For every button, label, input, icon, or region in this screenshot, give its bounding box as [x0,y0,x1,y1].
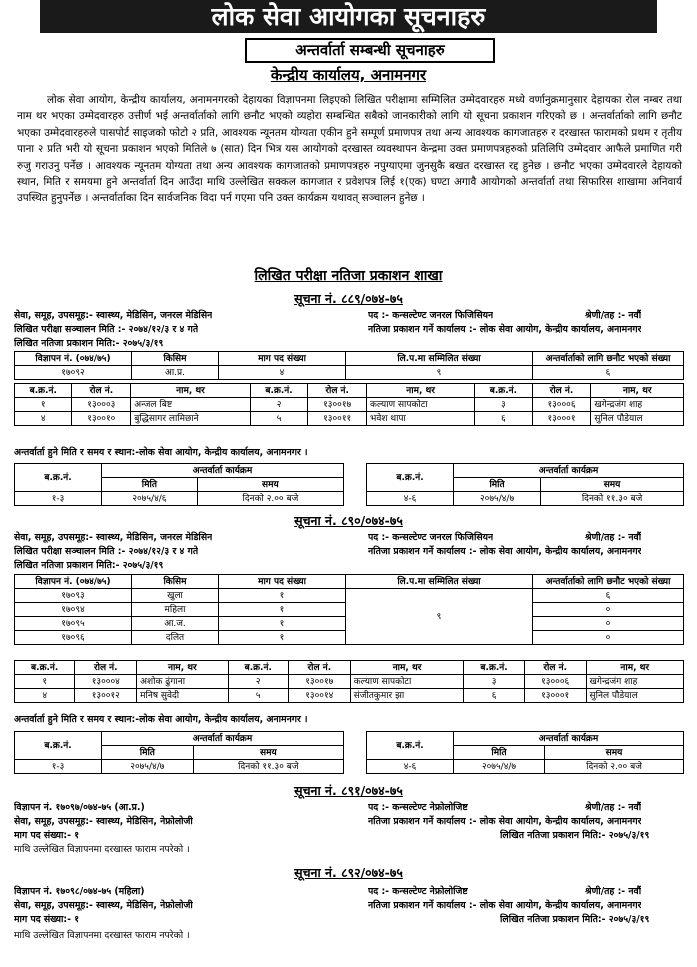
table-row: ४ १३००१२ मनिष सुवेदी ५ १३००१४ संजीतकुमार झा ६ १३०००१ सुनिल पौडेयाल [15,689,684,703]
notice-4-post: पद :- कन्सल्टेण्ट नेफ्रोलोजिष्ट [368,886,468,897]
column-header: अन्तर्वार्ताको लागि छनौट भएको संख्या [533,352,684,366]
column-header: लि.प.मा सम्मिलित संख्या [346,352,533,366]
notice-2-grade: श्रेणी/तह :- नवौं [585,532,642,543]
notice-2-result-date: लिखित नतिजा प्रकाशन मिति:- २०७५/३/१९ [14,560,164,571]
notice-4-no-application: माथि उल्लेखित विज्ञापनमा दरखास्त फाराम नपरेको । [14,930,190,941]
notice-1-post: पद :- कन्सल्टेण्ट जनरल फिजिसियन [368,310,494,321]
notice-2-number: सूचना नं. ८९०/०७४-७५ [294,513,403,528]
notice-4-adv: विज्ञापन नं. १७०९८/०७४-७५ (महिला) [14,886,145,897]
notice-2-service: सेवा, समूह, उपसमूह:- स्वास्थ्य, मेडिसिन, जनरल मेडिसिन [14,532,213,543]
notice-2-schedule-right: ब.क्र.नं. अन्तर्वार्ता कार्यक्रम मिति समय ४-६ २०७५/४/७ दिनको २.०० बजे [366,731,684,774]
notice-1-ad-table [14,351,684,380]
notice-4-demand: माग पद संख्या:- १ [14,914,80,925]
notice-1-service: सेवा, समूह, उपसमूह:- स्वास्थ्य, मेडिसिन, जनरल मेडिसिन [14,310,213,321]
notice-1-candidates-table: ब.क्र.नं. रोल नं. नाम, थर ब.क्र.नं. रोल नं. नाम, थर ब.क्र.नं. रोल नं. नाम, थर १ १३०००३ अन्जल बिष्ट २ १३००१७ कल्याण सापकोटा ३ १३०००६ खगेन्द्रजंग शाह ४ १३००१० बुद्धिसागर लामिछाने ५ १३००११ भवेश थापा ६ १३०००१ सुनिल पौडेयाल [14,383,684,426]
notice-2-exam-date: लिखित परीक्षा सञ्चालन मिति :- २०७४/१२/३ र ४ गते [14,546,199,557]
notice-3-result-date: लिखित नतिजा प्रकाशन मिति:- २०७५/३/१९ [500,830,650,841]
table-row: १-३ २०७५/४/७ दिनको ११.३० बजे [15,760,344,774]
notice-1-number: सूचना नं. ८८९/०७४-७५ [294,291,403,306]
column-header: विज्ञापन नं. (०७४/७५) [15,352,132,366]
notice-1-exam-date: लिखित परीक्षा सञ्चालन मिति :- २०७४/१२/३ र ४ गते [14,324,199,335]
table-row: १७०९३ खुला १ ९ ६ [15,589,684,603]
notice-2-result-office: नतिजा प्रकाशन गर्ने कार्यालय :- लोक सेवा आयोग, केन्द्रीय कार्यालय, अनामनगर [368,546,642,557]
table-row: ४-६ २०७५/४/७ दिनको ११.३० बजे [367,492,684,506]
section-title: लिखित परीक्षा नतिजा प्रकाशन शाखा [254,268,443,284]
notice-3-demand: माग पद संख्या:- १ [14,830,80,841]
table-row: १-३ २०७५/४/६ दिनको २.०० बजे [15,492,344,506]
notice-1-result-date: लिखित नतिजा प्रकाशन मिति:- २०७५/३/१९ [14,338,164,349]
notice-3-adv: विज्ञापन नं. १७०९७/०७४-७५ (आ.प्र.) [14,802,145,813]
notice-3-no-application: माथि उल्लेखित विज्ञापनमा दरखास्त फाराम नपरेको । [14,844,190,855]
interview-notice-subtitle: अन्तर्वार्ता सम्बन्धी सूचनाहरु [245,38,495,63]
office-heading: केन्द्रीय कार्यालय, अनामनगर [270,66,427,84]
table-row: ४ १३००१० बुद्धिसागर लामिछाने ५ १३००११ भवेश थापा ६ १३०००१ सुनिल पौडेयाल [15,412,684,426]
notice-1-schedule-left: ब.क्र.नं. अन्तर्वार्ता कार्यक्रम मिति समय १-३ २०७५/४/६ दिनको २.०० बजे [14,463,344,506]
table-row: ४-६ २०७५/४/७ दिनको २.०० बजे [367,760,684,774]
notice-2-candidates-table: ब.क्र.नं. रोल नं. नाम, थर ब.क्र.नं. रोल नं. नाम, थर ब.क्र.नं. रोल नं. नाम, थर १ १३०००४ अशोक ढुंगाना २ १३००१७ कल्याण सापकोटा ३ १३०००६ खगेन्द्रजंग शाह ४ १३००१२ मनिष सुवेदी ५ १३००१४ संजीतकुमार झा ६ १३०००१ सुनिल पौडेयाल [14,660,684,703]
notice-3-number: सूचना नं. ८९१/०७४-७५ [294,783,403,798]
notice-2-ad-table: विज्ञापन नं. (०७४/७५) किसिम माग पद संख्या लि.प.मा सम्मिलित संख्या अन्तर्वार्ताको लागि छनौट भएको संख्या १७०९३ खुला १ ९ ६ १७०९४ महिला १ ० १७०९५ आ.ज. १ ० १७०९६ दलित १ ० [14,574,684,645]
notice-1-schedule-right: ब.क्र.नं. अन्तर्वार्ता कार्यक्रम मिति समय ४-६ २०७५/४/७ दिनको ११.३० बजे [366,463,684,506]
table-row: १ १३०००३ अन्जल बिष्ट २ १३००१७ कल्याण सापकोटा ३ १३०००६ खगेन्द्रजंग शाह [15,398,684,412]
notice-4-service: सेवा, समूह, उपसमूह:- स्वास्थ्य, मेडिसिन, नेफ्रोलोजी [14,900,193,911]
column-header: माग पद संख्या [219,352,346,366]
notice-3-post: पद :- कन्सल्टेण्ट नेफ्रोलोजिष्ट [368,802,468,813]
table-row: १७०९६ दलित १ ० [15,631,684,645]
table-row: १ १३०००४ अशोक ढुंगाना २ १३००१७ कल्याण सापकोटा ३ १३०००६ खगेन्द्रजंग शाह [15,675,684,689]
notice-4-result-office: नतिजा प्रकाशन गर्ने कार्यालय :- लोक सेवा आयोग, केन्द्रीय कार्यालय, अनामनगर [368,900,642,911]
notice-2-interview-venue: अन्तर्वार्ता हुने मिति र समय र स्थान:-लोक सेवा आयोग, केन्द्रीय कार्यालय, अनामनगर । [14,714,308,725]
intro-paragraph: लोक सेवा आयोग, केन्द्रीय कार्यालय, अनामनगरको देहायका विज्ञापनमा लिइएको लिखित परीक्षामा सम्मिलित उम्मेदवारहरु मध्ये वर्णानुक्रमानुसार देहायका रोल नम्बर तथा नाम थर भएका उम्मेदवारहरु उत्तीर्ण भई अन्तर्वार्ताको लागि छनौट भएको व्यहोरा सम्बन्धित सबैको जानकारीको लागि यो सूचना प्रकाशन गरिएको छ । अन्तर्वार्ताको लागि छनौट भएका उम्मेदवारहरुले पासपोर्ट साइजको फोटो २ प्रति, आवश्यक न्यूनतम योग्यता एकीन हुने सम्पूर्ण प्रमाणपत्र तथा अन्य आवश्यक कागजातहरु र दरखास्त फारामको प्रथम र तृतीय पाना २ प्रति भरी यो सूचना प्रकाशन भएको मितिले ७ (सात) दिन भित्र यस आयोगको दरखास्त व्यवस्थापन केन्द्रमा उक्त प्रमाणपत्रहरुको प्रतिलिपि उम्मेदवार आफैले प्रमाणित गरी रुजु गराउनु पर्नेछ । आवश्यक न्यूनतम योग्यता तथा अन्य आवश्यक कागजातको प्रमाणपत्रहरु नपुग्याएमा जुनसुकै बखत दरखास्त रद्द हुनेछ । छनौट भएका उम्मेदवारले देहायको स्थान, मिति र समयमा हुने अन्तर्वार्ता दिन आउँदा माथि उल्लेखित सक्कल कागजात र प्रवेशपत्र लिई १(एक) घण्टा अगावै आयोगको अन्तर्वार्ता तथा सिफारिस शाखामा अनिवार्य उपस्थित हुनुपर्नेछ । अन्तर्वार्ताका दिन सार्वजनिक विदा पर्न गएमा पनि उक्त कार्यक्रम यथावत् सञ्चालन हुनेछ । [17,94,682,205]
notice-1-result-office: नतिजा प्रकाशन गर्ने कार्यालय :- लोक सेवा आयोग, केन्द्रीय कार्यालय, अनामनगर [368,324,642,335]
notice-4-number: सूचना नं. ८९२/०७४-७५ [294,865,403,880]
notice-3-service: सेवा, समूह, उपसमूह:- स्वास्थ्य, मेडिसिन, नेफ्रोलोजी [14,816,193,827]
notice-4-grade: श्रेणी/तह :- नवौं [585,886,642,897]
page-title: लोक सेवा आयोगका सूचनाहरु [40,0,657,33]
notice-3-grade: श्रेणी/तह :- नवौं [585,802,642,813]
table-row: १७०९५ आ.ज. १ ० [15,617,684,631]
column-header: किसिम [132,352,219,366]
notice-1-grade: श्रेणी/तह :- नवौं [585,310,642,321]
notice-2-schedule-left: ब.क्र.नं. अन्तर्वार्ता कार्यक्रम मिति समय १-३ २०७५/४/७ दिनको ११.३० बजे [14,731,344,774]
notice-2-post: पद :- कन्सल्टेण्ट जनरल फिजिसियन [368,532,494,543]
notice-4-result-date: लिखित नतिजा प्रकाशन मिति:- २०७५/३/१९ [500,914,650,925]
table-row: १७०९२ आ.प्र. ४ ९ ६ [15,366,684,380]
notice-1-interview-venue: अन्तर्वार्ता हुने मिति र समय र स्थान:-लोक सेवा आयोग, केन्द्रीय कार्यालय, अनामनगर । [14,447,308,458]
table-row: १७०९४ महिला १ ० [15,603,684,617]
notice-3-result-office: नतिजा प्रकाशन गर्ने कार्यालय :- लोक सेवा आयोग, केन्द्रीय कार्यालय, अनामनगर [368,816,642,827]
